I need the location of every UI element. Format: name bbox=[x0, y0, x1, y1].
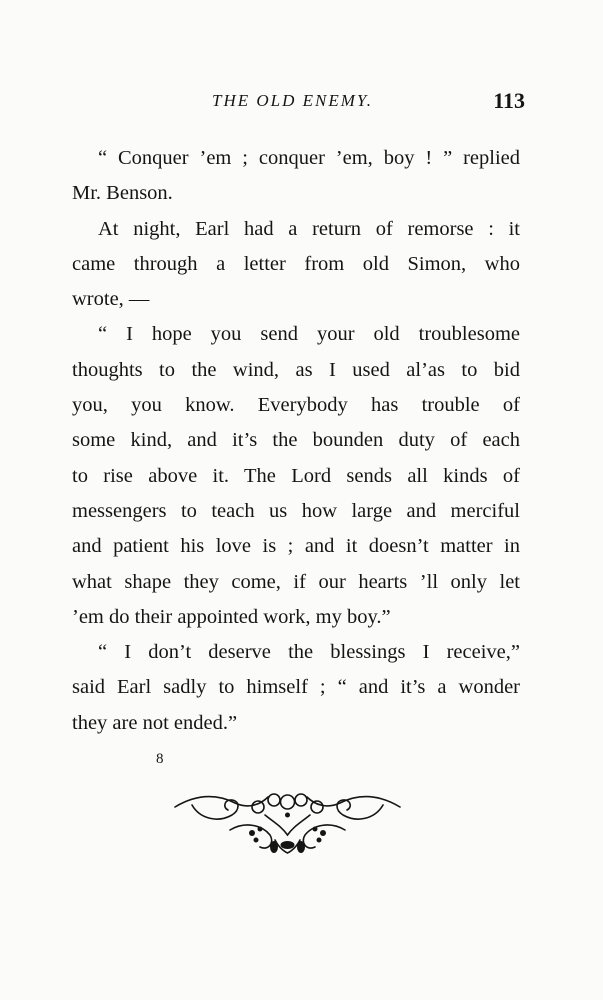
text-line: ’em do their appointed work, my boy.” bbox=[72, 605, 391, 628]
running-header bbox=[72, 88, 525, 118]
text-line: you, you know. Everybody has trouble of bbox=[72, 394, 520, 417]
text-line: wrote, — bbox=[72, 288, 150, 311]
text-line: they are not ended.” bbox=[72, 711, 238, 734]
text-line: some kind, and it’s the bounden duty of each bbox=[72, 429, 520, 452]
text-line: came through a letter from old Simon, who bbox=[72, 252, 520, 275]
text-line: to rise above it. The Lord sends all kinds of bbox=[72, 464, 520, 487]
text-line: said Earl sadly to himself ; “ and it’s a wonder bbox=[72, 676, 520, 699]
page-number: 113 bbox=[493, 88, 525, 113]
text-line: At night, Earl had a return of remorse : it bbox=[98, 217, 520, 240]
text-line: “ Conquer ’em ; conquer ’em, boy ! ” replied bbox=[98, 147, 520, 169]
text-line: thoughts to the wind, as I used al’as to bid bbox=[72, 358, 520, 381]
text-line: what shape they come, if our hearts ’ll only let bbox=[72, 570, 520, 593]
decorative-flourish-icon bbox=[170, 785, 405, 860]
signature-mark: 8 bbox=[156, 751, 164, 767]
text-line: Mr. Benson. bbox=[72, 182, 173, 205]
text-line: messengers to teach us how large and merciful bbox=[72, 499, 520, 522]
running-title: THE OLD ENEMY. bbox=[212, 91, 374, 110]
text-line: and patient his love is ; and it doesn’t matter in bbox=[72, 535, 520, 558]
body-text bbox=[72, 141, 520, 741]
text-line: “ I don’t deserve the blessings I receive,” bbox=[98, 641, 520, 664]
text-line: “ I hope you send your old troublesome bbox=[98, 323, 520, 346]
